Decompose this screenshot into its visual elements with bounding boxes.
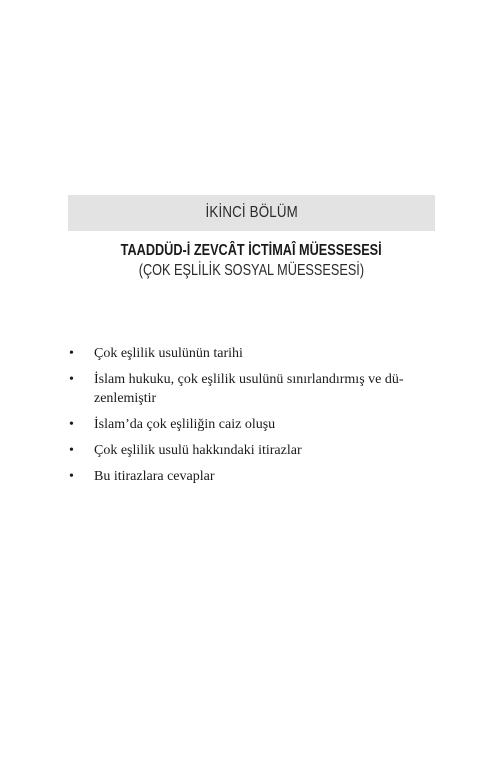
chapter-header-band <box>68 195 435 231</box>
bullet-icon: • <box>69 346 74 361</box>
bullet-icon: • <box>69 417 74 432</box>
list-item <box>68 415 438 434</box>
list-item-text-continued: zenlemiştir <box>94 391 157 406</box>
list-item-text: İslam’da çok eşliliğin caiz oluşu <box>94 417 276 432</box>
list-item-text: Çok eşlilik usulünün tarihi <box>94 346 243 361</box>
list-item <box>68 370 438 408</box>
bullet-icon: • <box>69 469 74 484</box>
contents-list <box>68 344 438 493</box>
chapter-label: İKİNCİ BÖLÜM <box>205 204 298 221</box>
chapter-title: TAADDÜD-İ ZEVCÂT İCTİMAÎ MÜESSESESİ <box>120 242 383 259</box>
chapter-subtitle: (ÇOK EŞLİLİK SOSYAL MÜESSESESİ) <box>138 262 365 279</box>
list-item-text: İslam hukuku, çok eşlilik usulünü sınırlandırmış ve dü- <box>94 372 404 387</box>
list-item <box>68 441 438 460</box>
list-item-text: Çok eşlilik usulü hakkındaki itirazlar <box>94 443 302 458</box>
list-item-text: Bu itirazlara cevaplar <box>94 469 215 484</box>
bullet-icon: • <box>69 443 74 458</box>
chapter-title-block <box>68 241 435 281</box>
list-item <box>68 344 438 363</box>
bullet-icon: • <box>69 372 74 387</box>
list-item <box>68 467 438 486</box>
